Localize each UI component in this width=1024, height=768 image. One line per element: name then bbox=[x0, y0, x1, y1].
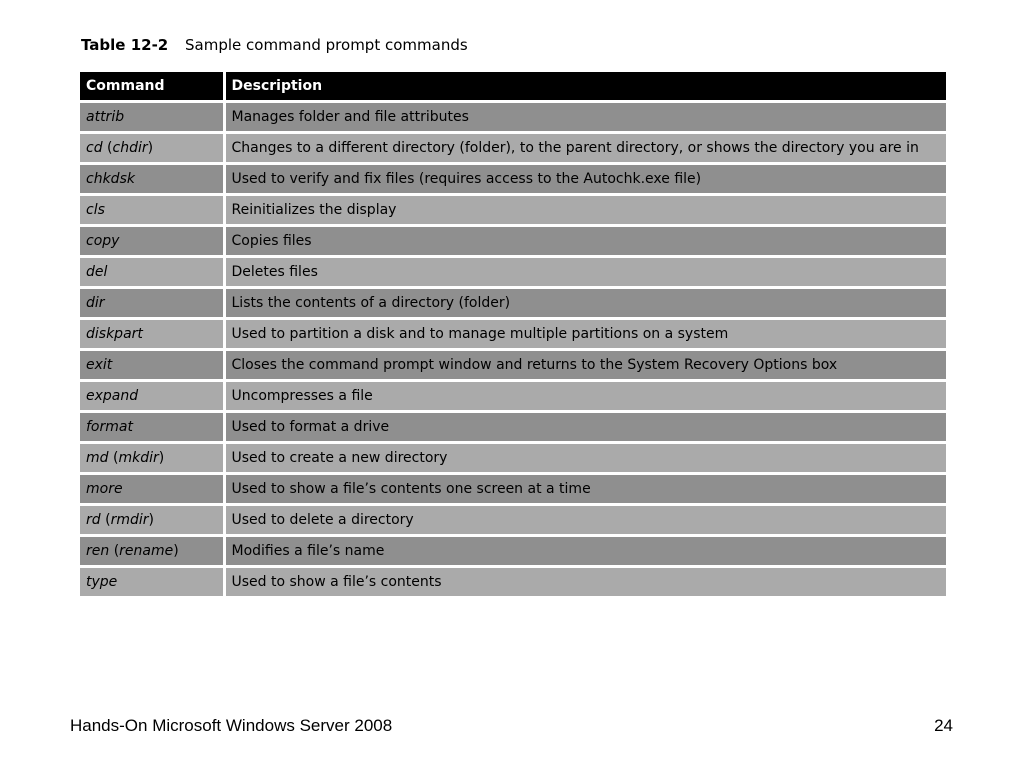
table-number: Table 12-2 bbox=[81, 36, 169, 54]
table-title: Sample command prompt commands bbox=[185, 36, 468, 54]
page-number: 24 bbox=[934, 716, 953, 735]
command-cell: type bbox=[80, 567, 224, 597]
table-row bbox=[80, 474, 946, 505]
table-row bbox=[80, 164, 946, 195]
command-cell: del bbox=[80, 257, 224, 288]
table-row bbox=[80, 350, 946, 381]
command-cell: format bbox=[80, 412, 224, 443]
table-row bbox=[80, 102, 946, 133]
description-cell: Copies files bbox=[224, 226, 946, 257]
table-row bbox=[80, 381, 946, 412]
description-cell: Used to show a file’s contents bbox=[224, 567, 946, 597]
command-cell: dir bbox=[80, 288, 224, 319]
command-cell: exit bbox=[80, 350, 224, 381]
table-row bbox=[80, 226, 946, 257]
command-cell: diskpart bbox=[80, 319, 224, 350]
command-cell: expand bbox=[80, 381, 224, 412]
command-cell: cd (chdir) bbox=[80, 133, 224, 164]
description-cell: Used to delete a directory bbox=[224, 505, 946, 536]
table-row bbox=[80, 257, 946, 288]
footer-book-title: Hands-On Microsoft Windows Server 2008 bbox=[70, 716, 393, 735]
table-caption bbox=[81, 36, 468, 54]
description-cell: Deletes files bbox=[224, 257, 946, 288]
table-row bbox=[80, 443, 946, 474]
description-cell: Used to create a new directory bbox=[224, 443, 946, 474]
table-row bbox=[80, 505, 946, 536]
command-cell: chkdsk bbox=[80, 164, 224, 195]
description-cell: Uncompresses a file bbox=[224, 381, 946, 412]
command-cell: rd (rmdir) bbox=[80, 505, 224, 536]
command-cell: md (mkdir) bbox=[80, 443, 224, 474]
description-cell: Changes to a different directory (folder), to the parent directory, or shows the directory you are in bbox=[224, 133, 946, 164]
commands-table bbox=[80, 72, 946, 596]
description-cell: Closes the command prompt window and returns to the System Recovery Options box bbox=[224, 350, 946, 381]
description-cell: Lists the contents of a directory (folder) bbox=[224, 288, 946, 319]
description-cell: Manages folder and file attributes bbox=[224, 102, 946, 133]
table-row bbox=[80, 133, 946, 164]
table-row bbox=[80, 195, 946, 226]
table-header-row bbox=[80, 72, 946, 102]
command-cell: ren (rename) bbox=[80, 536, 224, 567]
table-row bbox=[80, 536, 946, 567]
table-row bbox=[80, 567, 946, 597]
table-row bbox=[80, 319, 946, 350]
command-cell: copy bbox=[80, 226, 224, 257]
table-row bbox=[80, 288, 946, 319]
table-row bbox=[80, 412, 946, 443]
header-description: Description bbox=[224, 72, 946, 102]
description-cell: Reinitializes the display bbox=[224, 195, 946, 226]
header-command: Command bbox=[80, 72, 224, 102]
description-cell: Used to verify and fix files (requires access to the Autochk.exe file) bbox=[224, 164, 946, 195]
description-cell: Used to partition a disk and to manage multiple partitions on a system bbox=[224, 319, 946, 350]
description-cell: Used to show a file’s contents one screen at a time bbox=[224, 474, 946, 505]
description-cell: Modifies a file’s name bbox=[224, 536, 946, 567]
command-cell: more bbox=[80, 474, 224, 505]
command-cell: attrib bbox=[80, 102, 224, 133]
description-cell: Used to format a drive bbox=[224, 412, 946, 443]
command-cell: cls bbox=[80, 195, 224, 226]
